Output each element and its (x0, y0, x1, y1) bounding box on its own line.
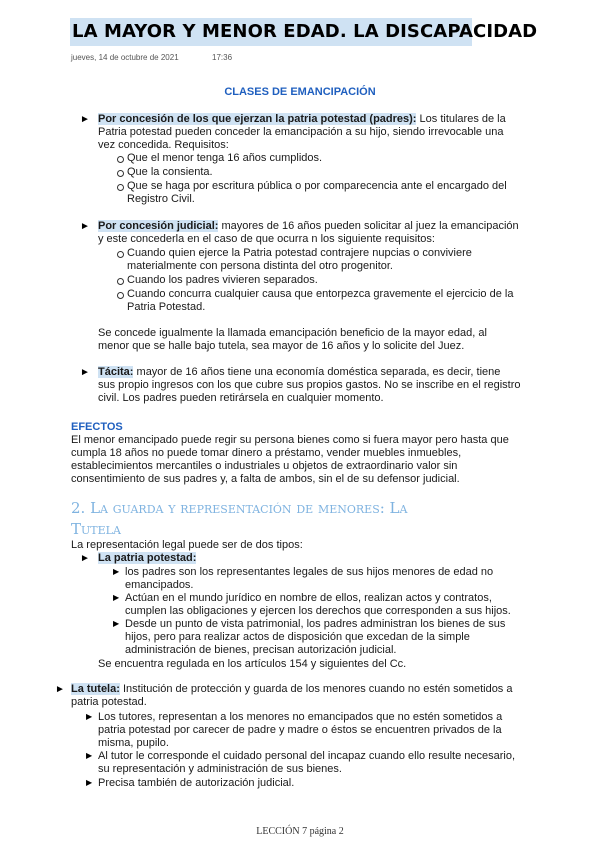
triangle-bullet-icon: ▶ (86, 751, 93, 760)
list-item-continuation: materialmente con persona distinta del otro progenitor. (127, 260, 393, 272)
arrow-bullet-icon: ► (80, 221, 90, 232)
text-line: Patria potestad pueden conceder la emancipación a su hijo, siendo irrevocable una (98, 126, 504, 138)
arrow-bullet-icon: ► (55, 684, 65, 695)
triangle-bullet-icon: ▶ (113, 567, 120, 576)
text-line: mayor de 16 años tiene una economía doméstica separada, es decir, tiene (133, 366, 501, 378)
paragraph-tacita (98, 366, 500, 379)
label-tutela: La tutela: (71, 683, 120, 695)
list-item: Que el menor tenga 16 años cumplidos. (127, 152, 323, 164)
list-item: Que se haga por escritura pública o por comparecencia ante el encargado del (127, 180, 507, 192)
triangle-bullet-icon: ▶ (86, 778, 93, 787)
list-item: Actúan en el mundo jurídico en nombre de ellos, realizan actos y contratos, (125, 592, 492, 604)
list-item-continuation: Registro Civil. (127, 193, 195, 205)
triangle-bullet-icon: ▶ (86, 712, 93, 721)
list-item: Cuando quien ejerce la Patria potestad contrajere nupcias o conviviere (127, 247, 472, 259)
text-line: civil. Los padres pueden retirársela en cualquier momento. (98, 392, 384, 404)
circle-bullet-icon (117, 278, 124, 285)
list-item-continuation: Patria Potestad. (127, 301, 206, 313)
text-line: mayores de 16 años pueden solicitar al juez la emancipación (218, 220, 519, 232)
heading-line: Tutela (71, 520, 121, 538)
text-line: consentimiento de sus padres y, a falta de ambos, sin el de su defensor judicial. (71, 473, 460, 485)
circle-bullet-icon (117, 170, 124, 177)
list-item: los padres son los representantes legales de sus hijos menores de edad no (125, 566, 494, 578)
list-item: Los tutores, representan a los menores no emancipados que no estén sometidos a (98, 711, 503, 723)
text-line: vez concedida. Requisitos: (98, 139, 229, 151)
heading-line: 2. La guarda y representación de menores: La (71, 499, 408, 517)
text-line: patria potestad. (71, 696, 147, 708)
label-patria-potestad-text: La patria potestad: (98, 552, 197, 564)
circle-bullet-icon (117, 251, 124, 258)
paragraph-concesion-judicial (98, 220, 519, 233)
label-patria-potestad (98, 552, 196, 565)
list-item-continuation: cumplen las obligaciones y ejercen los derechos que corresponden a sus hijos. (125, 605, 511, 617)
text-line: El menor emancipado puede regir su persona bienes como si fuera mayor pero hasta que (71, 434, 509, 446)
paragraph-tutela (71, 683, 512, 696)
text-line: cumpla 18 años no puede tomar dinero a préstamo, vender muebles inmuebles, (71, 447, 462, 459)
label-concesion-padres: Por concesión de los que ejerzan la patria potestad (padres): (98, 113, 417, 125)
circle-bullet-icon (117, 292, 124, 299)
arrow-bullet-icon: ► (80, 367, 90, 378)
text-line: y este concederla en el caso de que ocurra n los siguiente requisitos: (98, 233, 435, 245)
text-line: Se encuentra regulada en los artículos 154 y siguientes del Cc. (98, 658, 407, 670)
list-item-continuation: su representación y administración de sus bienes. (98, 763, 342, 775)
label-concesion-judicial: Por concesión judicial: (98, 220, 219, 232)
section-heading-emancipacion: CLASES DE EMANCIPACIÓN (224, 86, 376, 98)
text-line: menor que se halle bajo tutela, sea mayor de 16 años y lo solicite del Juez. (98, 340, 465, 352)
triangle-bullet-icon: ▶ (113, 593, 120, 602)
circle-bullet-icon (117, 156, 124, 163)
list-item: Desde un punto de vista patrimonial, los padres administran los bienes de sus (125, 618, 506, 630)
note-date: jueves, 14 de octubre de 2021 (71, 53, 179, 62)
list-item: Precisa también de autorización judicial. (98, 777, 295, 789)
page-title: LA MAYOR Y MENOR EDAD. LA DISCAPACIDAD (70, 18, 472, 46)
arrow-bullet-icon: ► (80, 114, 90, 125)
section-heading-guarda-tutela (71, 498, 511, 540)
list-item-continuation: emancipados. (125, 579, 194, 591)
list-item: Cuando concurra cualquier causa que entorpezca gravemente el ejercicio de la (127, 288, 514, 300)
circle-bullet-icon (117, 184, 124, 191)
text-line: La representación legal puede ser de dos tipos: (71, 539, 303, 551)
list-item: Al tutor le corresponde el cuidado personal del incapaz cuando ello resulte necesario, (98, 750, 516, 762)
text-line: Institución de protección y guarda de los menores cuando no estén sometidos a (119, 683, 513, 695)
list-item-continuation: patria potestad por carecer de padre y madre o éstos se encuentren privados de la (98, 724, 502, 736)
heading-efectos: EFECTOS (71, 421, 123, 433)
text-line: establecimientos mercantiles o industriales u objetos de extraordinario valor sin (71, 460, 458, 472)
text-line: Los titulares de la (416, 113, 506, 125)
paragraph-concesion-padres (98, 113, 506, 126)
list-item-continuation: hijos, pero para realizar actos de disposición que excedan de la simple (125, 631, 470, 643)
note-time: 17:36 (212, 53, 233, 62)
page-footer: LECCIÓN 7 página 2 (256, 826, 344, 837)
arrow-bullet-icon: ► (80, 553, 90, 564)
text-line: Se concede igualmente la llamada emancipación beneficio de la mayor edad, al (98, 327, 487, 339)
triangle-bullet-icon: ▶ (113, 619, 120, 628)
label-tacita: Tácita: (98, 366, 134, 378)
list-item: Que la consienta. (127, 166, 213, 178)
list-item: Cuando los padres vivieren separados. (127, 274, 318, 286)
list-item-continuation: administración de bienes, precisan autorización judicial. (125, 644, 397, 656)
text-line: sus propio ingresos con los que cubre sus propios gastos. No se inscribe en el registro (98, 379, 521, 391)
list-item-continuation: misma, pupilo. (98, 737, 169, 749)
